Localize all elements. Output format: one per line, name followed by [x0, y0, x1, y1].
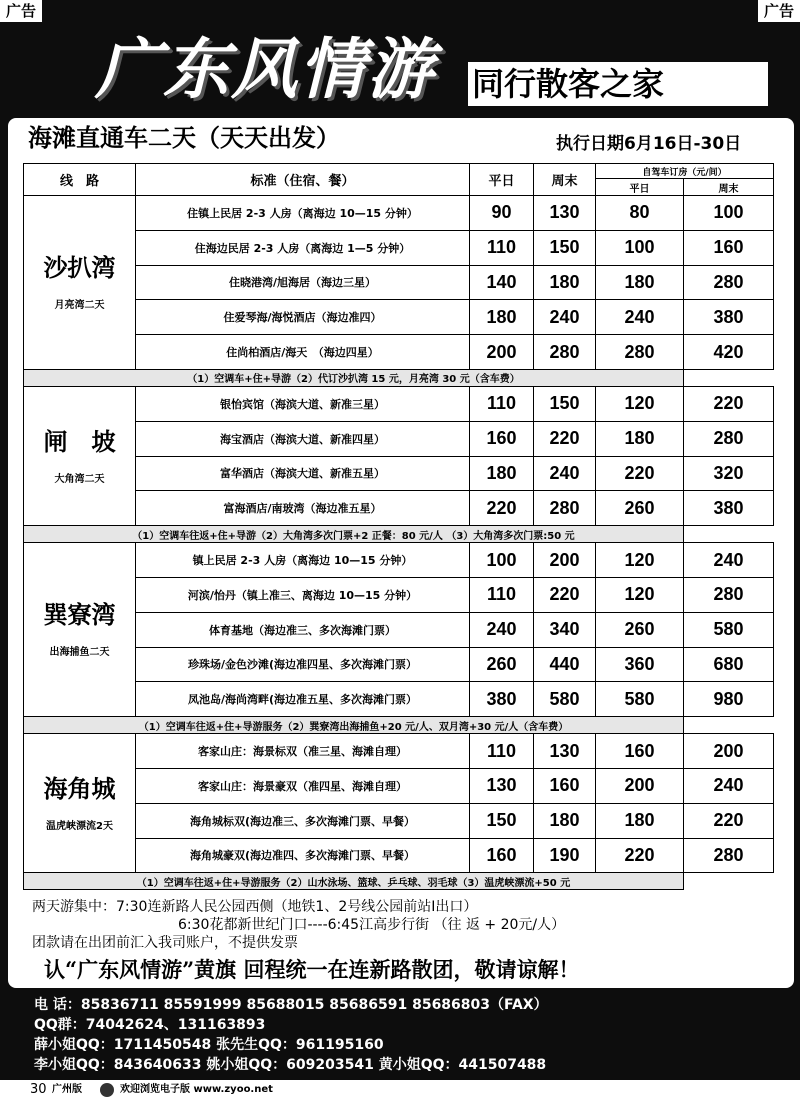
selfdrive-weekday-price: 100 [596, 230, 684, 265]
table-row [24, 647, 774, 682]
table-row [24, 577, 774, 612]
weekend-price: 440 [534, 647, 596, 682]
table-row [24, 612, 774, 647]
weekend-price: 130 [534, 734, 596, 769]
contact-block [0, 994, 800, 1078]
hotel-standard: 客家山庄：海景豪双（准四星、海滩自理） [136, 768, 470, 803]
hotel-standard: 银怡宾馆（海滨大道、新准三星） [136, 386, 470, 421]
weekend-price: 220 [534, 421, 596, 456]
route-note: （1）空调车往返+住+导游服务（2）巽寮湾出海捕鱼+20 元/人、双月湾+30 元/人（含车费） [24, 717, 684, 734]
hotel-standard: 海宝酒店（海滨大道、新准四星） [136, 421, 470, 456]
table-row [24, 491, 774, 526]
execution-date: 执行日期6月16日-30日 [556, 134, 742, 154]
selfdrive-weekday-price: 280 [596, 335, 684, 370]
contact-qq-2: 李小姐QQ：843640633 姚小姐QQ：609203541 黄小姐QQ：441507488 [34, 1057, 547, 1073]
selfdrive-weekday-price: 580 [596, 682, 684, 717]
selfdrive-weekend-price: 420 [684, 335, 774, 370]
selfdrive-weekend-price: 680 [684, 647, 774, 682]
weekend-price: 580 [534, 682, 596, 717]
selfdrive-weekend-price: 240 [684, 543, 774, 578]
hotel-standard: 客家山庄：海景标双（准三星、海滩自理） [136, 734, 470, 769]
selfdrive-weekend-price: 980 [684, 682, 774, 717]
table-row [24, 768, 774, 803]
selfdrive-weekday-price: 360 [596, 647, 684, 682]
hotel-standard: 镇上民居 2-3 人房（离海边 10—15 分钟） [136, 543, 470, 578]
selfdrive-weekday-price: 80 [596, 196, 684, 231]
selfdrive-weekday-price: 240 [596, 300, 684, 335]
route-cell [24, 543, 136, 717]
note-row [24, 717, 774, 734]
table-row [24, 386, 774, 421]
weekend-price: 280 [534, 335, 596, 370]
weekend-price: 220 [534, 577, 596, 612]
route-note: （1）空调车往返+住+导游服务（2）山水泳场、篮球、乒乓球、羽毛球（3）温虎峡漂流+50 元 [24, 873, 684, 890]
weekend-price: 180 [534, 265, 596, 300]
selfdrive-weekday-price: 180 [596, 265, 684, 300]
selfdrive-weekday-price: 260 [596, 491, 684, 526]
site-logo-icon [100, 1083, 114, 1097]
selfdrive-weekday-price: 220 [596, 838, 684, 873]
route-subtitle: 月亮湾二天 [54, 299, 105, 311]
contact-qq-1: 薛小姐QQ：1711450548 张先生QQ：961195160 [34, 1037, 384, 1053]
header-selfdrive: 自驾车订房（元/间） [596, 164, 774, 179]
selfdrive-weekend-price: 200 [684, 734, 774, 769]
table-row [24, 421, 774, 456]
weekday-price: 90 [470, 196, 534, 231]
selfdrive-weekend-price: 240 [684, 768, 774, 803]
header-weekend: 周末 [534, 164, 596, 196]
hotel-standard: 富海酒店/南玻湾（海边准五星） [136, 491, 470, 526]
weekend-price: 150 [534, 386, 596, 421]
weekend-price: 160 [534, 768, 596, 803]
weekday-price: 160 [470, 838, 534, 873]
weekday-price: 160 [470, 421, 534, 456]
weekday-price: 180 [470, 300, 534, 335]
selfdrive-weekday-price: 120 [596, 543, 684, 578]
note-row [24, 873, 774, 890]
header-standard: 标准（住宿、餐） [136, 164, 470, 196]
weekend-price: 150 [534, 230, 596, 265]
selfdrive-weekend-price: 380 [684, 300, 774, 335]
weekend-price: 130 [534, 196, 596, 231]
contact-qq-group: QQ群：74042624、131163893 [34, 1017, 266, 1033]
weekend-price: 190 [534, 838, 596, 873]
hotel-standard: 海角城标双(海边准三、多次海滩门票、早餐） [136, 803, 470, 838]
route-note: （1）空调车往返+住+导游（2）大角湾多次门票+2 正餐：80 元/人 （3）大角湾多次门票:50 元 [24, 526, 684, 543]
route-subtitle: 温虎峡漂流2天 [46, 820, 113, 832]
selfdrive-weekend-price: 320 [684, 456, 774, 491]
route-name: 沙扒湾 [43, 252, 116, 282]
table-row [24, 335, 774, 370]
payment-note: 团款请在出团前汇入我司账户，不提供发票 [32, 935, 298, 951]
hotel-standard: 珍珠场/金色沙滩(海边准四星、多次海滩门票） [136, 647, 470, 682]
header-weekday: 平日 [470, 164, 534, 196]
selfdrive-weekday-price: 260 [596, 612, 684, 647]
weekend-price: 240 [534, 456, 596, 491]
route-cell [24, 734, 136, 873]
weekend-price: 280 [534, 491, 596, 526]
table-row [24, 456, 774, 491]
route-name: 闸 坡 [43, 426, 116, 456]
selfdrive-weekday-price: 180 [596, 803, 684, 838]
footer-text: 欢迎浏览电子版 www.zyoo.net [120, 1084, 273, 1095]
weekday-price: 140 [470, 265, 534, 300]
header-selfdrive-weekday: 平日 [596, 179, 684, 196]
selfdrive-weekday-price: 120 [596, 577, 684, 612]
table-row [24, 803, 774, 838]
route-note: （1）空调车+住+导游（2）代订沙扒湾 15 元，月亮湾 30 元（含车费） [24, 369, 684, 386]
weekday-price: 200 [470, 335, 534, 370]
table-row [24, 230, 774, 265]
weekday-price: 260 [470, 647, 534, 682]
weekday-price: 110 [470, 386, 534, 421]
selfdrive-weekend-price: 380 [684, 491, 774, 526]
hotel-standard: 住晓港湾/旭海居（海边三星） [136, 265, 470, 300]
brand-logo: 广东风情游 [95, 30, 435, 108]
selfdrive-weekend-price: 280 [684, 838, 774, 873]
hotel-standard: 海角城豪双(海边准四、多次海滩门票、早餐） [136, 838, 470, 873]
table-row [24, 543, 774, 578]
weekday-price: 100 [470, 543, 534, 578]
weekend-price: 340 [534, 612, 596, 647]
selfdrive-weekend-price: 220 [684, 386, 774, 421]
ad-label-right: 广告 [758, 0, 800, 22]
hotel-standard: 住镇上民居 2-3 人房（离海边 10—15 分钟） [136, 196, 470, 231]
hotel-standard: 住海边民居 2-3 人房（离海边 1—5 分钟） [136, 230, 470, 265]
ad-label-left: 广告 [0, 0, 42, 22]
rate-table [23, 163, 774, 890]
weekend-price: 180 [534, 803, 596, 838]
route-cell [24, 386, 136, 525]
hotel-standard: 住爱琴海/海悦酒店（海边准四） [136, 300, 470, 335]
weekday-price: 220 [470, 491, 534, 526]
table-row [24, 196, 774, 231]
selfdrive-weekday-price: 120 [596, 386, 684, 421]
weekday-price: 130 [470, 768, 534, 803]
hotel-standard: 富华酒店（海滨大道、新准五星） [136, 456, 470, 491]
gathering-info-1: 两天游集中：7:30连新路人民公园西侧（地铁1、2号线公园前站I出口） [32, 899, 478, 915]
rate-table-body [24, 196, 774, 890]
selfdrive-weekend-price: 280 [684, 421, 774, 456]
selfdrive-weekend-price: 580 [684, 612, 774, 647]
weekday-price: 180 [470, 456, 534, 491]
note-row [24, 526, 774, 543]
page-title: 海滩直通车二天（天天出发） [28, 123, 340, 152]
header-route: 线 路 [24, 164, 136, 196]
gathering-info-2: 6:30花都新世纪门口----6:45江高步行街 （往 返 + 20元/人） [178, 917, 566, 933]
selfdrive-weekday-price: 160 [596, 734, 684, 769]
weekend-price: 200 [534, 543, 596, 578]
selfdrive-weekend-price: 280 [684, 577, 774, 612]
weekday-price: 380 [470, 682, 534, 717]
table-row [24, 265, 774, 300]
selfdrive-weekend-price: 100 [684, 196, 774, 231]
hotel-standard: 体育基地（海边准三、多次海滩门票） [136, 612, 470, 647]
route-name: 海角城 [43, 773, 116, 803]
edition-label: 广州版 [52, 1084, 82, 1095]
route-name: 巽寮湾 [43, 600, 116, 630]
page-footer [0, 1080, 800, 1100]
selfdrive-weekday-price: 180 [596, 421, 684, 456]
weekday-price: 150 [470, 803, 534, 838]
route-subtitle: 出海捕鱼二天 [49, 647, 110, 659]
notice-banner: 认“广东风情游”黄旗 回程统一在连新路散团，敬请谅解！ [44, 957, 580, 982]
selfdrive-weekend-price: 160 [684, 230, 774, 265]
weekend-price: 240 [534, 300, 596, 335]
hotel-standard: 河滨/怡丹（镇上准三、离海边 10—15 分钟） [136, 577, 470, 612]
selfdrive-weekday-price: 200 [596, 768, 684, 803]
note-row [24, 369, 774, 386]
contact-phone: 电 话：85836711 85591999 85688015 85686591 85686803（FAX） [34, 997, 548, 1013]
weekday-price: 110 [470, 230, 534, 265]
route-subtitle: 大角湾二天 [54, 473, 105, 485]
route-cell [24, 196, 136, 370]
table-row [24, 300, 774, 335]
table-row [24, 682, 774, 717]
weekday-price: 240 [470, 612, 534, 647]
slogan: 同行散客之家 [468, 62, 768, 106]
table-row [24, 838, 774, 873]
selfdrive-weekend-price: 280 [684, 265, 774, 300]
header-selfdrive-weekend: 周末 [684, 179, 774, 196]
hotel-standard: 凤池岛/海尚湾畔(海边准五星、多次海滩门票） [136, 682, 470, 717]
selfdrive-weekend-price: 220 [684, 803, 774, 838]
table-row [24, 734, 774, 769]
selfdrive-weekday-price: 220 [596, 456, 684, 491]
weekday-price: 110 [470, 734, 534, 769]
hotel-standard: 住尚柏酒店/海天 （海边四星） [136, 335, 470, 370]
page-number: 30 [30, 1082, 47, 1097]
weekday-price: 110 [470, 577, 534, 612]
